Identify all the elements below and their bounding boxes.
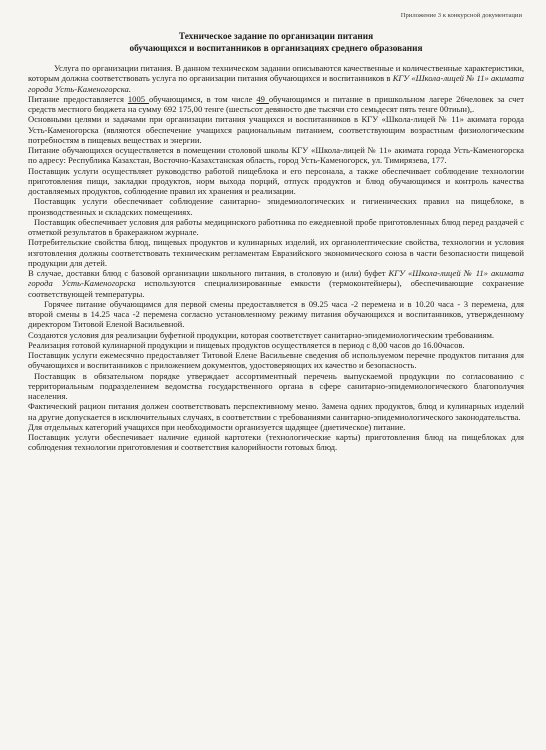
paragraph-buffet: Создаются условия для реализации буфетной продукции, которая соответствует санитарно-эпидемиологическим требованиям. bbox=[28, 329, 495, 340]
paragraph-supervision: Поставщик услуги осуществляет руководство работой пищеблока и его персонала, а также обеспечивает соблюдение технологии приготовления пищи, закладки продуктов, норм выхода порций, отпуск продуктов и блюд обучающимся и контроль качества доставляемых продуктов, соблюдение правил их хранения и реализации. bbox=[28, 165, 524, 196]
paragraph-recipe-cards: Поставщик услуги обеспечивает наличие единой картотеки (технологические карты) приготовления блюд на пищеблоках для соблюдения технологии приготовления и соответствия калорийности готовых блюд. bbox=[28, 432, 524, 453]
title-line-1: Техническое задание по организации питания bbox=[178, 32, 374, 42]
delivery-text-b: используются специализированные емкости (термоконтейнеры), обеспечивающие сохранение соответствующей температуры. bbox=[28, 278, 524, 299]
organization-name: КГУ «Школа-лицей № 11» акимата города Усть-Каменогорска. bbox=[28, 73, 525, 94]
students-count: 1005 bbox=[127, 93, 149, 104]
title-line-2: обучающихся и воспитанников в организациях среднего образования bbox=[129, 43, 423, 54]
paragraph-sanitary: Поставщик услуги обеспечивает соблюдение санитарно- эпидемиологических и гигиенических правил на пищеблоке, в производственных и складских помещениях. bbox=[28, 196, 524, 217]
paragraph-medical: Поставщик обеспечивает условия для работы медицинского работника по ежедневной пробе приготовленных блюд перед раздачей с отметкой результатов в бракеражном журнале. bbox=[28, 216, 524, 237]
paragraph-properties: Потребительские свойства блюд, пищевых продуктов и кулинарных изделий, их органолептические свойства, технологии и условия изготовления должны соответствовать техническим регламентам Евразийского экономического союза в части безопасности пищевой продукции для детей. bbox=[28, 237, 524, 268]
paragraph-diet: Для отдельных категорий учащихся при необходимости организуется щадящее (диетическое) питание. bbox=[28, 421, 406, 432]
paragraph-assortment: Поставщик в обязательном порядке утверждает ассортиментный перечень выпускаемой продукции по согласованию с территориальным подразделением ведомства государственного органа в сфере санитарно-эпидемиологического благополучия населения. bbox=[28, 370, 524, 401]
paragraph-service bbox=[28, 63, 524, 94]
funding-text-c: обучающимся и питание в пришкольном лагере 26человек за счет средств местного бюджета на сумму 692 175,00 тенге (шестьсот девяносто две тысячи сто семьдесят пять тенге 00тиын),. bbox=[28, 93, 524, 114]
paragraph-delivery bbox=[28, 268, 524, 299]
delivery-organization: КГУ «Школа-лицей № 11» акимата города Усть-Каменогорска bbox=[28, 268, 524, 289]
paragraph-goals: Основными целями и задачами при организации питания учащихся и воспитанников в КГУ «Школа-лицей № 11» акимата города Усть-Каменогорска (являются обеспечение учащихся рациональным питанием, соответствующим возрастным физиологическим потребностям в пищевых веществах и энергии. bbox=[28, 114, 524, 145]
document-title bbox=[28, 32, 524, 55]
paragraph-service-text: Услуга по организации питания. В данном техническом задании описываются качественные и количественные характеристики, которым должна соответствовать услуга по организации питания обучающихся и воспитанников в bbox=[28, 63, 524, 84]
document-body bbox=[28, 63, 524, 453]
paragraph-location: Питание обучающихся осуществляется в помещении столовой школы КГУ «Школа-лицей № 11» акимата города Усть-Каменогорска по адресу: Республика Казахстан, Восточно-Казахстанская область, город Усть-Каменогорск, ул. Тимирязева, 177. bbox=[28, 145, 524, 166]
paragraph-monthly-report: Поставщик услуги ежемесячно предоставляет Титовой Елене Васильевне сведения об используемом перечне продуктов питания для обучающихся и воспитанников с приложением документов, удостоверяющих их качество и безопасность. bbox=[28, 350, 524, 371]
delivery-text-a: В случае, доставки блюд с базовой организации школьного питания, в столовую и (или) буфет bbox=[28, 268, 389, 278]
paragraph-funding bbox=[28, 94, 524, 115]
paragraph-ration: Фактический рацион питания должен соответствовать перспективному меню. Замена одних продуктов, блюд и кулинарных изделий на другие допускается в исключительных случаях, в соответствии с требованиями санитарно-эпидемиологического законодательства. bbox=[28, 401, 524, 422]
funding-text-a: Питание предоставляется bbox=[28, 93, 128, 104]
appendix-note: Приложение 3 к конкурсной документации bbox=[400, 12, 522, 19]
subset-count: 49 bbox=[256, 93, 269, 104]
paragraph-schedule: Горячее питание обучающимся для первой смены предоставляется в 09.25 часа -2 перемена и в 10.20 часа - 3 перемена, для второй смены в 14.25 часа -2 перемена согласно установленному режиму питания обучающихся и воспитанников, утвержденному директором Титовой Еленой Васильевной. bbox=[28, 298, 524, 330]
funding-text-b: обучающимся, в том числе bbox=[148, 93, 257, 104]
paragraph-hours: Реализация готовой кулинарной продукции и пищевых продуктов осуществляется в период с 8,00 часов до 16.00часов. bbox=[28, 339, 465, 350]
